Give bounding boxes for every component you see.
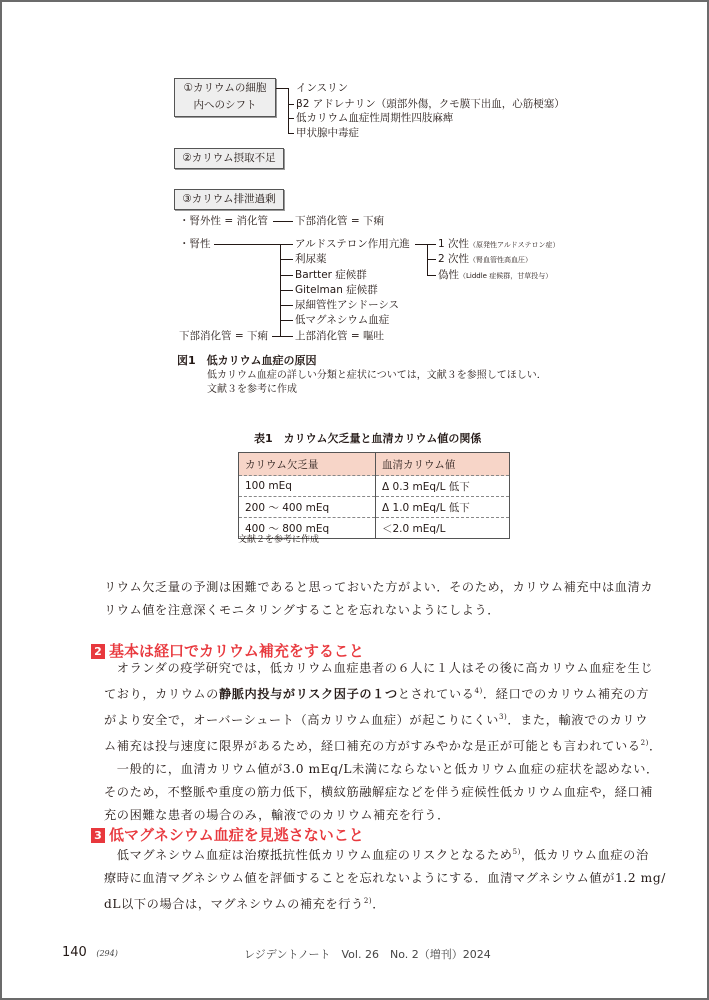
connector [280,244,293,245]
text-span: ．また，輸液でのカリウ [507,713,649,728]
table-title: 表1 カリウム欠乏量と血清カリウム値の関係 [254,432,482,445]
aldo-sub-note: （原発性アルドステロン症） [469,241,560,249]
connector [280,259,293,260]
table-cell: 200 ～ 400 mEq [239,497,376,518]
renal-item: 尿細管性アシドーシス [295,299,400,311]
text-line: オランダの疫学研究では，低カリウム血症患者の６人に１人はその後に高カリウム血症を生じ [104,661,654,675]
text-span: ム補充は投与速度に限界があるため，経口補充の方がすみやかな是正が可能とも言われている [104,739,641,754]
connector [280,290,293,291]
potassium-table [238,452,510,539]
text-line [104,732,662,758]
aldo-sub-main: 偽性 [438,269,459,281]
aldo-sub-item [438,237,560,252]
table-row [239,497,510,518]
emphasis-text: 静脈内投与がリスク因子の１つ [218,687,398,702]
connector [280,320,293,321]
text-span: dL以下の場合は，マグネシウムの補充を行う [104,897,364,912]
extrarenal-label: ・腎外性 = 消化管 [179,215,268,227]
page-footer [62,945,118,960]
section-title: 基本は経口でカリウム補充をすること [109,642,364,660]
renal-label: ・腎性 [179,238,211,250]
text-span: ており，カリウムの [104,687,219,702]
text-span: とされている [397,687,475,702]
connector [280,305,293,306]
text-span: がより安全で，オーバーシュート（高カリウム血症）が起こりにくい [104,713,499,728]
reference-marker: 2) [363,897,373,906]
cause-box-shift-line2: 内へのシフト [193,99,257,111]
aldo-sub-note: （腎血管性高血圧） [469,256,533,264]
reference-marker: 3) [498,713,508,722]
text-span: ，低カリウム血症の治 [520,848,649,863]
aldo-sub-item [438,252,532,267]
section-number-badge: 2 [91,644,105,659]
text-line [104,706,662,732]
reference-marker: 4) [474,687,483,695]
text-line: 一般的に，血清カリウム値が3.0 mEq/L未満にならないと低カリウム血症の症状を認めない． [104,762,659,777]
figure-caption-title: 図1 低カリウム血症の原因 [177,354,317,367]
text-span: ．経口でのカリウム補充の方 [482,687,649,702]
section-number-badge: 3 [91,828,105,843]
page-number-sub: (294) [96,949,118,958]
text-line: 療時に血清マグネシウム値を評価することを忘れないようにする．血清マグネシウム値が1.2 mg/ [104,871,666,886]
section-2-body [104,657,662,827]
text-line [104,680,662,706]
shift-item: インスリン [296,82,349,94]
aldo-sub-main: 1 次性 [438,238,470,250]
renal-bottom-label: 下部消化管 = 下痢 [179,330,268,342]
table-cell: Δ 1.0 mEq/L 低下 [376,497,510,518]
cause-box-shift [174,78,276,117]
connector [427,244,436,245]
renal-item: 低マグネシウム血症 [295,314,390,326]
aldo-sub-item [438,268,552,283]
renal-item: アルドステロン作用亢進 [295,238,410,250]
reference-marker: 5) [512,848,521,856]
renal-item: Gitelman 症候群 [295,284,378,296]
connector [427,275,436,276]
table-header: カリウム欠乏量 [239,453,376,476]
text-line: リウム欠乏量の予測は困難であると思っておいた方がよい．そのため，カリウム補充中は血清カ [104,580,654,594]
shift-item: 低カリウム血症性周期性四肢麻痺 [296,112,454,124]
text-span: ． [648,739,662,754]
text-line: そのため，不整脈や重度の筋力低下，横紋筋融解症などを伴う症候性低カリウム血症や，経口補 [104,785,654,800]
cause-box-excretion: ③カリウム排泄過剰 [174,189,284,210]
cause-box-intake: ②カリウム摂取不足 [174,148,284,169]
connector [415,244,427,245]
text-span: 低マグネシウム血症は治療抵抗性低カリウム血症のリスクとなるため [104,848,513,863]
table-cell: Δ 0.3 mEq/L 低下 [376,476,510,497]
shift-item: β2 アドレナリン（頭部外傷，クモ膜下出血，心筋梗塞） [296,98,565,110]
table-header: 血清カリウム値 [376,453,510,476]
shift-item: 甲状腺中毒症 [296,127,359,139]
connector [272,336,293,337]
text-line [104,841,666,867]
text-span: ． [372,897,386,912]
journal-name: レジデントノート Vol. 26 No. 2（増刊）2024 [244,948,491,961]
connector [214,244,280,245]
connector [276,88,288,89]
intro-paragraph [104,576,653,622]
table-header-row [239,453,510,476]
page-number: 140 [62,945,87,960]
connector [273,221,293,222]
figure-caption-line: 低カリウム血症の詳しい分類と症状については，文献３を参照してほしい． [207,370,547,381]
table-cell: 400 ～ 800 mEq [239,518,376,539]
text-line: 充の困難な患者の場合のみ，輸液でのカリウム補充を行う． [104,808,450,823]
connector [288,104,294,105]
connector [280,275,293,276]
connector [288,88,289,134]
table-source: 文献２を参考に作成 [238,535,320,545]
text-line: リウム値を注意深くモニタリングすることを忘れないようにしよう． [104,603,501,617]
table-cell: ＜2.0 mEq/L [376,518,510,539]
section-title: 低マグネシウム血症を見逃さないこと [109,826,364,844]
connector [288,133,294,134]
renal-item: Bartter 症候群 [295,269,367,281]
aldo-sub-main: 2 次性 [438,253,470,265]
reference-marker: 2) [640,739,649,748]
cause-box-shift-line1: ①カリウムの細胞 [183,82,267,94]
renal-item: 利尿薬 [295,253,327,265]
connector [427,259,436,260]
connector [288,118,294,119]
renal-item: 上部消化管 = 嘔吐 [295,330,384,342]
table-cell: 100 mEq [239,476,376,497]
extrarenal-target: 下部消化管 = 下痢 [295,215,384,227]
section-3-body [104,841,666,916]
aldo-sub-note: （Liddle 症候群，甘草投与） [459,272,553,280]
table-row [239,476,510,497]
text-line [104,890,666,916]
figure-caption-source: 文献３を参考に作成 [207,384,297,395]
